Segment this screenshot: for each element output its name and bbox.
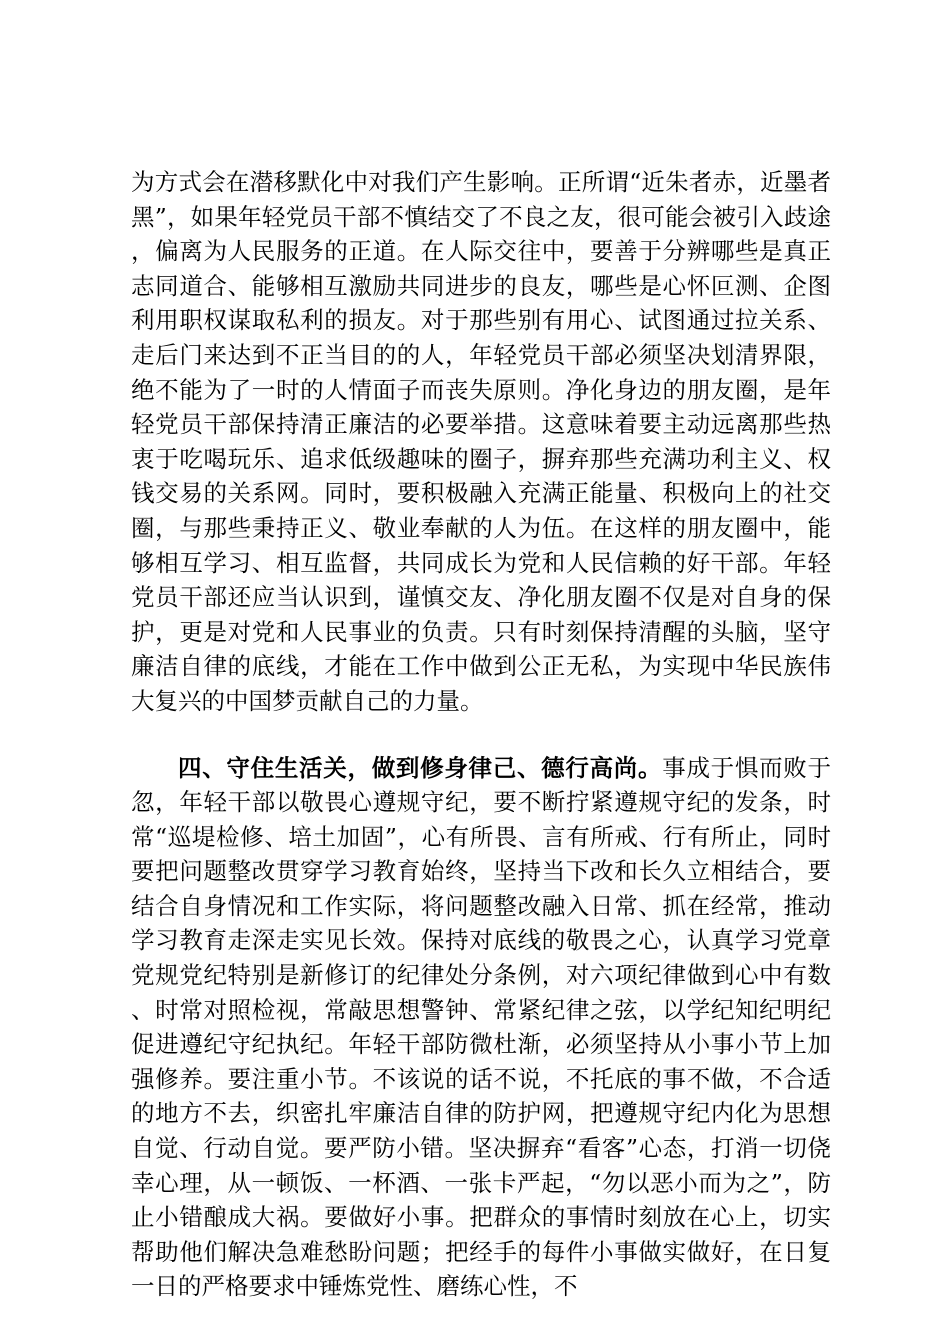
paragraph-life-discipline [131, 751, 831, 1305]
document-body [131, 165, 831, 1304]
paragraph-text: 为方式会在潜移默化中对我们产生影响。正所谓“近朱者赤，近墨者黑”，如果年轻党员干部不慎结交了不良之友，很可能会被引入歧途，偏离为人民服务的正道。在人际交往中，要善于分辨哪些是真正志同道合、能够相互激励共同进步的良友，哪些是心怀叵测、企图利用职权谋取私利的损友。对于那些别有用心、试图通过拉关系、走后门来达到不正当目的的人，年轻党员干部必须坚决划清界限，绝不能为了一时的人情面子而丧失原则。净化身边的朋友圈，是年轻党员干部保持清正廉洁的必要举措。这意味着要主动远离那些热衷于吃喝玩乐、追求低级趣味的圈子，摒弃那些充满功利主义、权钱交易的关系网。同时，要积极融入充满正能量、积极向上的社交圈，与那些秉持正义、敬业奉献的人为伍。在这样的朋友圈中，能够相互学习、相互监督，共同成长为党和人民信赖的好干部。年轻党员干部还应当认识到，谨慎交友、净化朋友圈不仅是对自身的保护，更是对党和人民事业的负责。只有时刻保持清醒的头脑，坚守廉洁自律的底线，才能在工作中做到公正无私，为实现中华民族伟大复兴的中国梦贡献自己的力量。 [131, 168, 831, 715]
paragraph-text: 事成于惧而败于忽，年轻干部以敬畏心遵规守纪，要不断拧紧遵规守纪的发条，时常“巡堤检修、培土加固”，心有所畏、言有所戒、行有所止，同时要把问题整改贯穿学习教育始终，坚持当下改和长久立相结合，要结合自身情况和工作实际，将问题整改融入日常、抓在经常，推动学习教育走深走实见长效。保持对底线的敬畏之心，认真学习党章党规党纪特别是新修订的纪律处分条例，对六项纪律做到心中有数、时常对照检视，常敲思想警钟、常紧纪律之弦，以学纪知纪明纪促进遵纪守纪执纪。年轻干部防微杜渐，必须坚持从小事小节上加强修养。要注重小节。不该说的话不说，不托底的事不做，不合适的地方不去，织密扎牢廉洁自律的防护网，把遵规守纪内化为思想自觉、行动自觉。要严防小错。坚决摒弃“看客”心态，打消一切侥幸心理，从一顿饭、一杯酒、一张卡严起，“勿以恶小而为之”，防止小错酿成大祸。要做好小事。把群众的事情时刻放在心上，切实帮助他们解决急难愁盼问题；把经手的每件小事做实做好，在日复一日的严格要求中锤炼党性、磨练心性，不 [131, 753, 832, 1301]
paragraph-friend-circle [131, 165, 831, 719]
section-heading: 四、守住生活关，做到修身律己、德行高尚。 [178, 753, 663, 782]
